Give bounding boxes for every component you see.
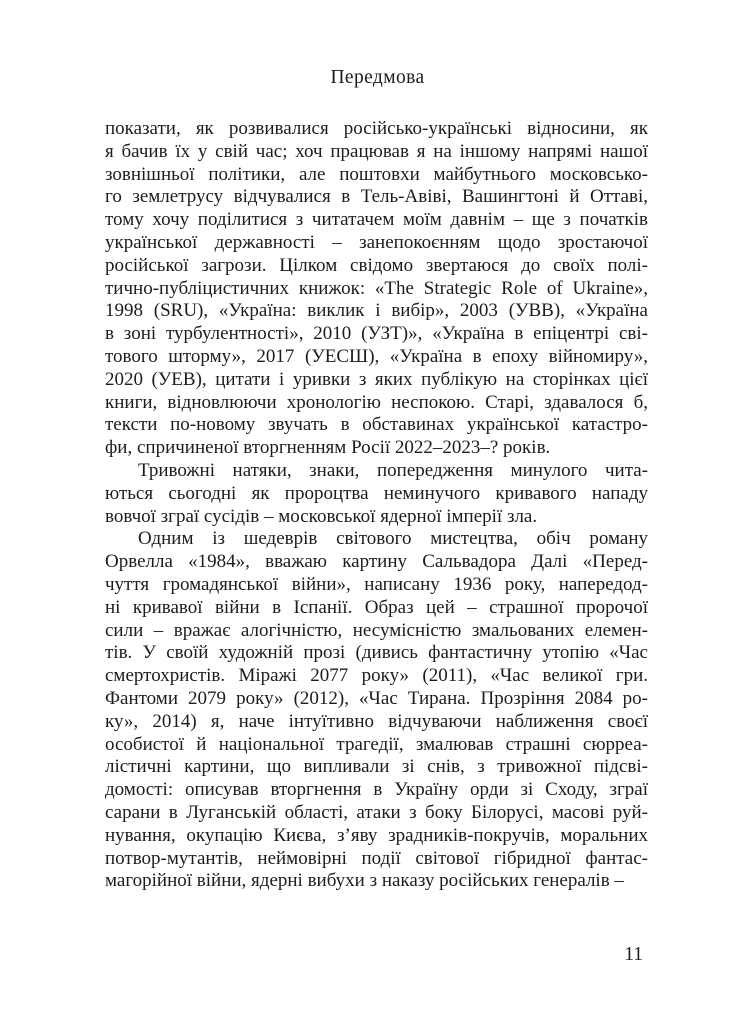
text-line: магорійної війни, ядерні вибухи з наказу російських генералів – [105,870,624,892]
page-number: 11 [624,944,643,965]
text-line: сили – вражає алогічністю, несумісністю змальованих елемен- [105,619,648,641]
chapter-heading: Передмова [330,67,425,88]
text-line: Фантоми 2079 року» (2012), «Час Тирана. Прозріння 2084 ро- [105,687,648,709]
text-line: української державності – занепокоєнням щодо зростаючої [105,231,648,253]
text-line: особистої й національної трагедії, змалював страшні сюрреа- [105,733,648,755]
text-line: тично-публіцистичних книжок: «The Strategic Role of Ukraine», [105,277,648,299]
text-line: книги, відновлюючи хронологію неспокою. Старі, здавалося б, [105,391,648,413]
body-text [105,118,648,893]
text-line: Орвелла «1984», вважаю картину Сальвадора Далі «Перед- [105,551,648,573]
paragraph [105,118,648,460]
text-line: в зоні турбулентності», 2010 (УЗТ)», «Україна в епіцентрі сві- [105,323,648,345]
text-line: тів. У своїй художній прозі (дивись фантастичну утопію «Час [105,642,648,664]
text-line: смертохристів. Міражі 2077 року» (2011), «Час великої гри. [105,665,648,687]
text-line: вовчої зграї сусідів – московської ядерної імперії зла. [105,505,538,527]
paragraph [105,460,648,528]
text-line: домості: описував вторгнення в Україну орди зі Сходу, зграї [105,779,648,801]
text-line: сарани в Луганській області, атаки з боку Білорусі, масові руй- [105,801,648,823]
text-line: тового шторму», 2017 (УЕСШ), «Україна в епоху війномиру», [105,345,648,367]
text-line: 2020 (УЕВ), цитати і уривки з яких публікую на сторінках цієї [105,368,648,390]
text-line: тому хочу поділитися з читатачем моїм давнім – ще з початків [105,209,648,231]
text-line: ються сьогодні як пророцтва неминучого кривавого нападу [105,482,648,504]
text-line: ні кривавої війни в Іспанії. Образ цей – страшної пророчої [105,596,648,618]
text-line: ку», 2014) я, наче інтуїтивно відчуваючи наближення своєї [105,710,648,732]
text-line: Одним із шедеврів світового мистецтва, обіч роману [138,528,648,550]
text-line: го землетрусу відчувалися в Тель-Авіві, Вашингтоні й Оттаві, [105,186,648,208]
text-line: зовнішньої політики, але поштовхи майбутнього московсько- [105,163,648,185]
text-line: я бачив їх у свій час; хоч працював я на іншому напрямі нашої [105,140,648,162]
text-line: фи, спричиненої вторгненням Росії 2022–2023–? років. [105,437,551,459]
text-line: чуття громадянської війни», написану 1936 року, напередод- [105,573,648,595]
text-line: тексти по-новому звучать в обставинах української катастро- [105,414,648,436]
text-line: потвор-мутантів, неймовірні події світової гібридної фантас- [105,847,648,869]
text-line: Тривожні натяки, знаки, попередження минулого чита- [138,459,648,481]
text-line: російської загрози. Цілком свідомо звертаюся до своїх полі- [105,254,648,276]
text-line: нування, окупацію Києва, з’яву зрадників-покручів, моральних [105,824,648,846]
text-line: лістичні картини, що випливали зі снів, з тривожної підсві- [105,756,648,778]
text-line: показати, як розвивалися російсько-українські відносини, як [105,118,648,139]
text-line: 1998 (SRU), «Україна: виклик і вибір», 2003 (УВВ), «Україна [105,300,648,322]
paragraph [105,528,648,893]
